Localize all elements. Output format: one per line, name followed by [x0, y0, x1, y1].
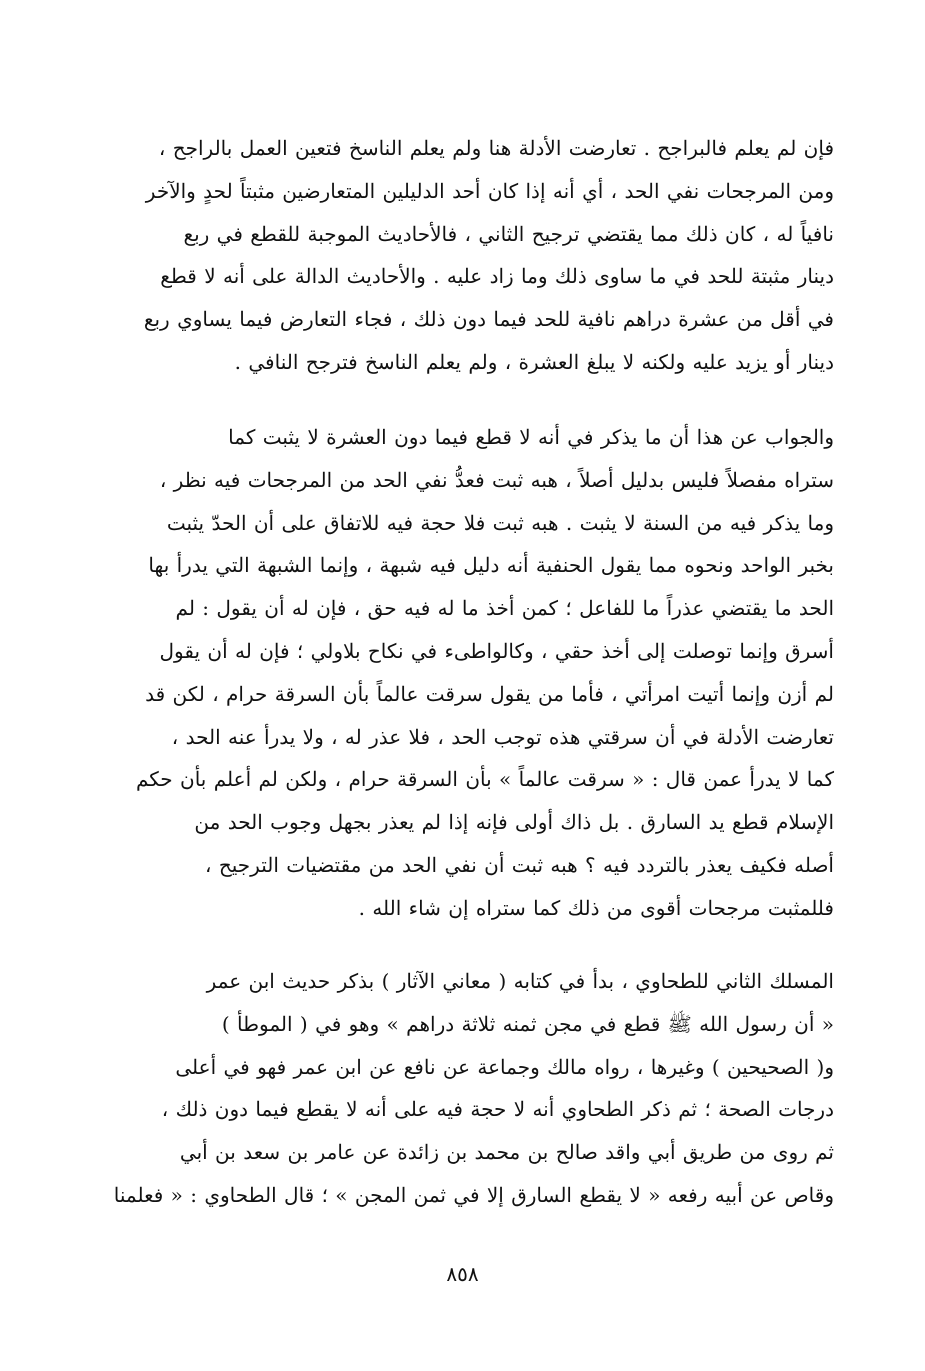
text-line: ثم روى من طريق أبي واقد صالح بن محمد بن زائدة عن عامر بن سعد بن أبي — [179, 1140, 834, 1165]
text-line: درجات الصحة ؛ ثم ذكر الطحاوي أنه لا حجة فيه على أنه لا يقطع فيما دون ذلك ، — [161, 1097, 834, 1122]
text-line: بخبر الواحد ونحوه مما يقول الحنفية أنه دليل فيه شبهة ، وإنما الشبهة التي يدرأ بها — [148, 553, 834, 578]
text-line: أصله فكيف يعذر بالتردد فيه ؟ هبه ثبت أن نفي الحد من مقتضيات الترجيح ، — [205, 852, 834, 877]
text-line: والجواب عن هذا أن ما يذكر في أنه لا قطع فيما دون العشرة لا يثبت كما — [228, 425, 834, 449]
page-number: ٨٥٨ — [446, 1262, 479, 1286]
text-line: فإن لم يعلم فالبراجح . تعارضت الأدلة هنا ولم يعلم الناسخ فتعين العمل بالراجح ، — [158, 136, 834, 160]
text-line: أسرق وإنما توصلت إلى أخذ حقي ، وكالواطىء في نكاح بلاولي ؛ فإن له أن يقول — [159, 638, 834, 663]
text-line: تعارضت الأدلة في أن سرقتي هذه توجب الحد ، فلا عذر له ، ولا يدرأ عنه الحد ، — [171, 724, 834, 749]
text-line: « أن رسول الله ﷺ قطع في مجن ثمنه ثلاثة دراهم » وهو في ( الموطأ ) — [221, 1011, 834, 1036]
paragraph — [78, 960, 834, 1217]
text-line: ستراه مفصلاً فليس بدليل أصلاً ، هبه ثبت فعدُّ نفي الحد من المرجحات فيه نظر ، — [159, 467, 834, 492]
text-line: وما يذكر فيه من السنة لا يثبت . هبه ثبت فلا حجة فيه للاتفاق على أن الحدّ يثبت — [166, 510, 834, 535]
text-line: و( الصحيحين ) وغيرها ، رواه مالك وجماعة عن نافع عن ابن عمر فهو في أعلى — [175, 1054, 834, 1079]
text-line: الإسلام قطع يد السارق . بل ذاك أولى فإنه إذا لم يعذر بجهل وجوب الحد من — [194, 810, 834, 835]
text-line: في أقل من عشرة دراهم نافية للحد فيما دون ذلك ، فجاء التعارض فيما يساوي ربع — [143, 307, 834, 332]
text-line: ومن المرجحات نفي الحد ، أي أنه إذا كان أحد الدليلين المتعارضين مثبتاً لحدٍ والآخر — [145, 178, 834, 203]
text-line: كما لا يدرأ عمن قال : « سرقت عالماً » بأن السرقة حرام ، ولكن لم أعلم بأن حكم — [135, 767, 834, 792]
text-line: دينار أو يزيد عليه ولكنه لا يبلغ العشرة ، ولم يعلم الناسخ فترجح النافي . — [234, 349, 834, 374]
text-line: الحد ما يقتضي عذراً ما للفاعل ؛ كمن أخذ ما له فيه حق ، فإن له أن يقول : لم — [175, 596, 834, 621]
text-line: نافياً له ، كان ذلك مما يقتضي ترجيح الثاني ، فالأحاديث الموجبة للقطع في ربع — [183, 221, 834, 246]
text-line: وقاص عن أبيه رفعه « لا يقطع السارق إلا في ثمن المجن » ؛ قال الطحاوي : « فعلمنا — [113, 1182, 834, 1207]
text-line: لم أزن وإنما أتيت امرأتي ، فأما من يقول سرقت عالماً بأن السرقة حرام ، لكن قد — [145, 681, 834, 706]
paragraph — [78, 416, 834, 930]
paragraph — [78, 127, 834, 384]
text-line: فللمثبت مرجحات أقوى من ذلك كما ستراه إن شاء الله . — [358, 895, 834, 920]
text-line: المسلك الثاني للطحاوي ، بدأ في كتابه ( معاني الآثار ) بذكر حديث ابن عمر — [206, 969, 834, 993]
text-line: دينار مثبتة للحد في ما ساوى ذلك وما زاد عليه . والأحاديث الدالة على أنه لا قطع — [160, 264, 834, 289]
